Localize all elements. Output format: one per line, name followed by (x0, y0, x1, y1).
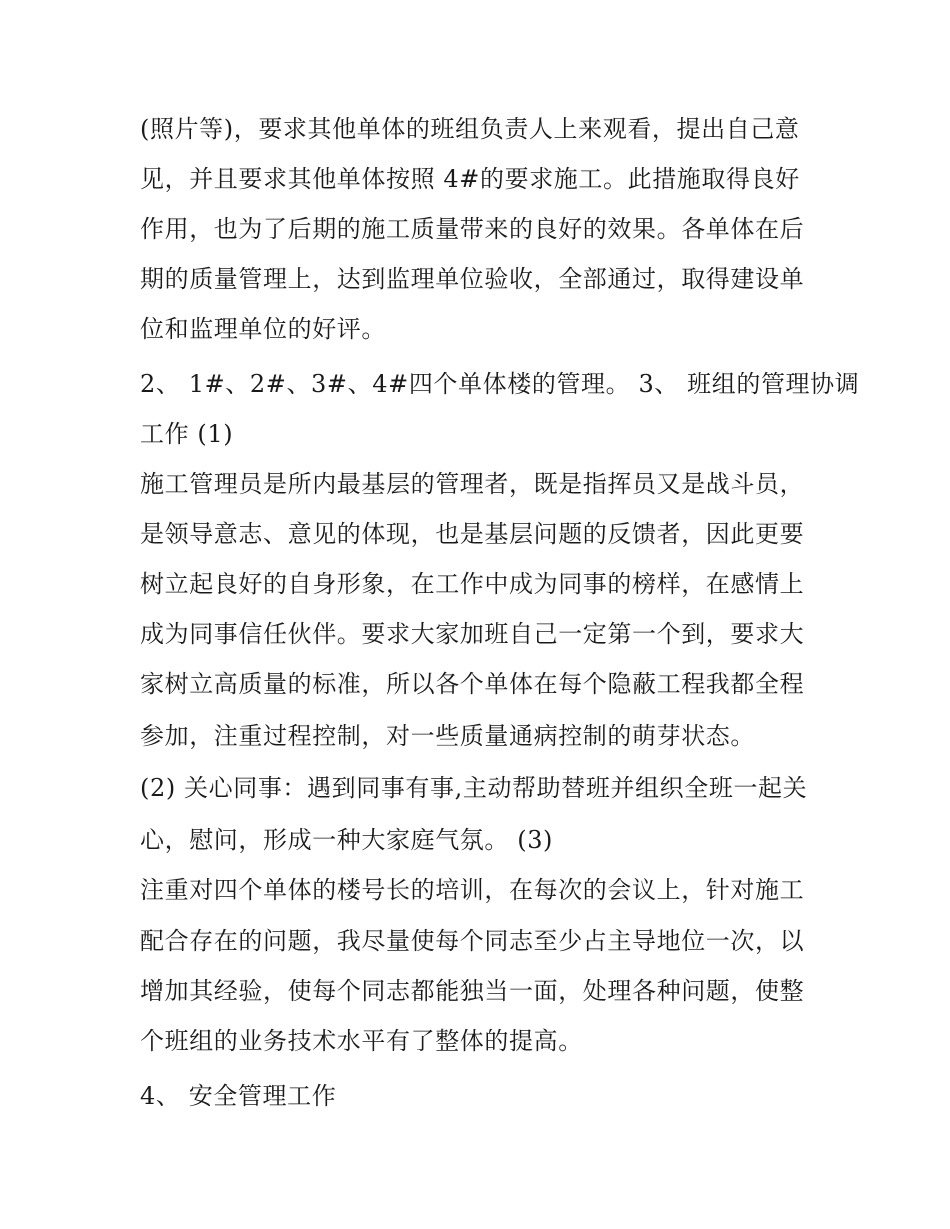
text-line: 心，慰问，形成一种大家庭气氛。 (3) (140, 826, 554, 854)
text-line: 参加，注重过程控制，对一些质量通病控制的萌芽状态。 (140, 722, 755, 750)
text-line: 成为同事信任伙伴。要求大家加班自己一定第一个到，要求大 (140, 620, 805, 648)
text-line: 家树立高质量的标准，所以各个单体在每个隐蔽工程我都全程 (140, 670, 805, 698)
text-line: (2) 关心同事：遇到同事有事,主动帮助替班并组织全班一起关 (140, 774, 808, 802)
section-heading: 4、 安全管理工作 (140, 1082, 337, 1110)
text-line: 期的质量管理上，达到监理单位验收，全部通过，取得建设单 (140, 265, 805, 293)
text-line: 工作 (1) (140, 420, 234, 448)
text-line: 是领导意志、意见的体现，也是基层问题的反馈者，因此更要 (140, 520, 805, 548)
text-line: 树立起良好的自身形象，在工作中成为同事的榜样，在感情上 (140, 570, 805, 598)
text-line: (照片等)，要求其他单体的班组负责人上来观看，提出自己意 (140, 115, 800, 143)
text-line: 见，并且要求其他单体按照 4#的要求施工。此措施取得良好 (140, 165, 800, 193)
text-line: 配合存在的问题，我尽量使每个同志至少占主导地位一次，以 (140, 927, 805, 955)
text-line: 增加其经验，使每个同志都能独当一面，处理各种问题，使整 (140, 977, 805, 1005)
text-line: 位和监理单位的好评。 (140, 315, 386, 343)
text-line: 注重对四个单体的楼号长的培训，在每次的会议上，针对施工 (140, 876, 805, 904)
text-line: 作用，也为了后期的施工质量带来的良好的效果。各单体在后 (140, 215, 805, 243)
text-line: 2、 1#、2#、3#、4#四个单体楼的管理。 3、 班组的管理协调 (140, 370, 860, 398)
text-line: 个班组的业务技术水平有了整体的提高。 (140, 1027, 583, 1055)
text-line: 施工管理员是所内最基层的管理者，既是指挥员又是战斗员， (140, 470, 805, 498)
